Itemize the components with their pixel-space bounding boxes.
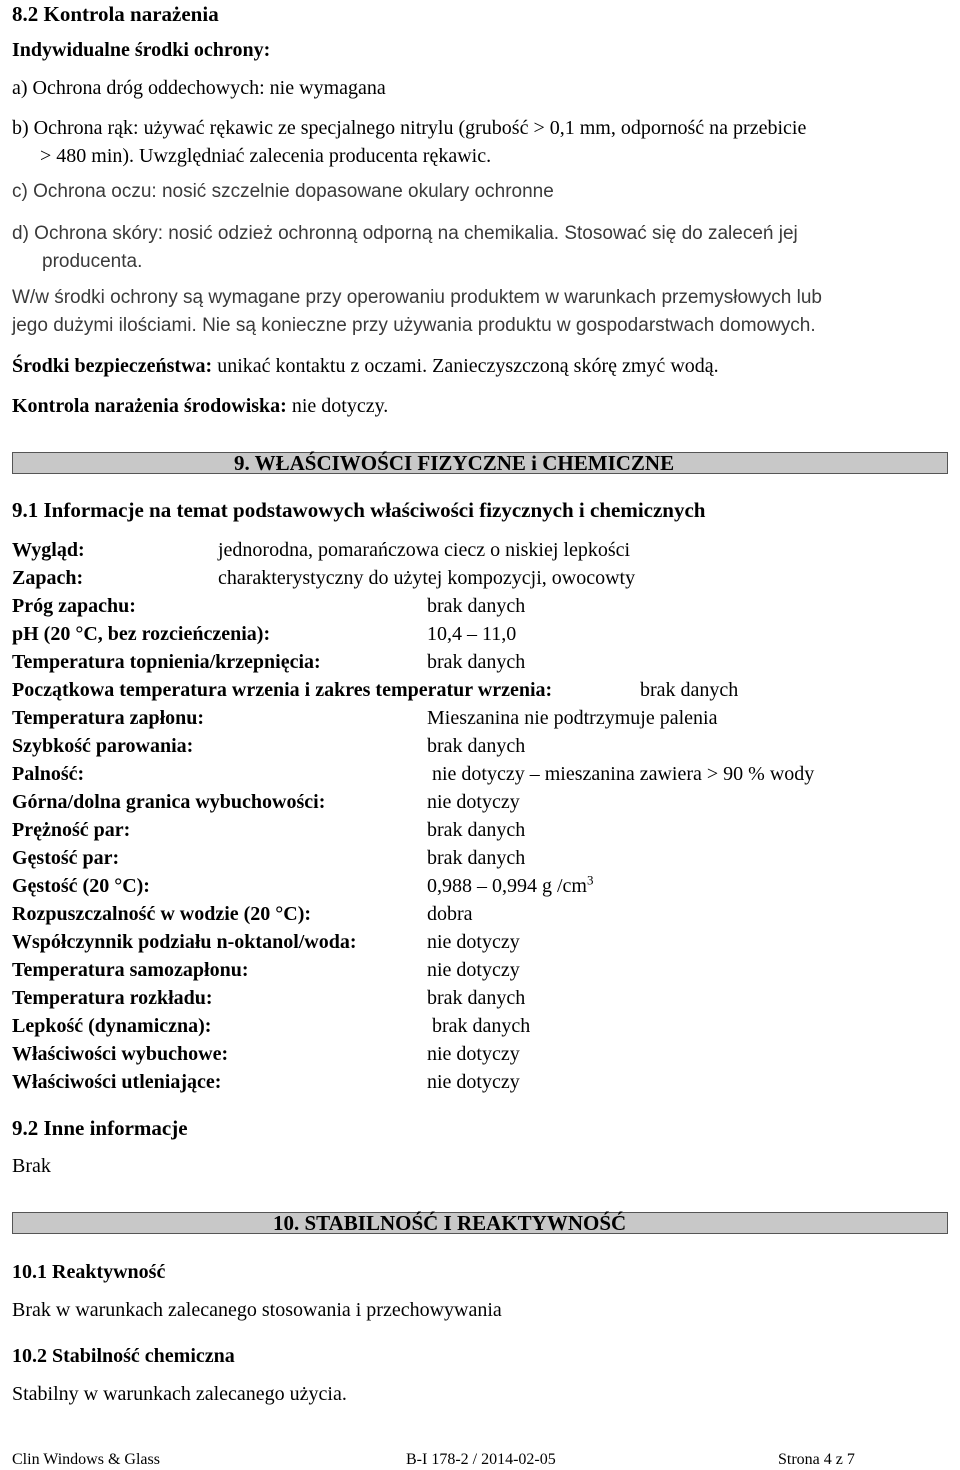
eye-protection: c) Ochrona oczu: nosić szczelnie dopasowane okulary ochronne bbox=[12, 181, 554, 202]
prop-value: nie dotyczy – mieszanina zawiera > 90 % wody bbox=[432, 763, 815, 785]
prop-value: brak danych bbox=[427, 987, 526, 1009]
respiratory-protection: a) Ochrona dróg oddechowych: nie wymagana bbox=[12, 77, 386, 99]
skin-protection-line2: producenta. bbox=[42, 251, 143, 272]
environment-exposure-label: Kontrola narażenia środowiska: bbox=[12, 395, 287, 417]
prop-label: Próg zapachu: bbox=[12, 595, 136, 617]
prop-value: brak danych bbox=[427, 595, 526, 617]
prop-label: Temperatura topnienia/krzepnięcia: bbox=[12, 651, 321, 673]
prop-label: Zapach: bbox=[12, 567, 84, 589]
section-10-1-text: Brak w warunkach zalecanego stosowania i przechowywania bbox=[12, 1299, 502, 1321]
prop-value: jednorodna, pomarańczowa ciecz o niskiej lepkości bbox=[218, 539, 631, 561]
prop-label: Palność: bbox=[12, 763, 85, 785]
ppe-note-line1: W/w środki ochrony są wymagane przy operowaniu produktem w warunkach przemysłowych lub bbox=[12, 287, 822, 308]
environment-exposure-text: nie dotyczy. bbox=[291, 395, 389, 417]
footer-doc-id: B-I 178-2 / 2014-02-05 bbox=[406, 1451, 556, 1468]
prop-value: 10,4 – 11,0 bbox=[427, 623, 517, 645]
safety-measures-label: Środki bezpieczeństwa: bbox=[12, 355, 213, 377]
footer-product: Clin Windows & Glass bbox=[12, 1451, 160, 1468]
prop-value: brak danych bbox=[427, 735, 526, 757]
footer-page-number: Strona 4 z 7 bbox=[778, 1451, 855, 1468]
prop-value: nie dotyczy bbox=[427, 791, 520, 813]
prop-label: Właściwości wybuchowe: bbox=[12, 1043, 229, 1065]
section-10-2-heading: 10.2 Stabilność chemiczna bbox=[12, 1345, 235, 1367]
prop-label: Temperatura rozkładu: bbox=[12, 987, 213, 1009]
section-9-2-text: Brak bbox=[12, 1155, 51, 1177]
prop-value: brak danych bbox=[427, 847, 526, 869]
skin-protection-line1: d) Ochrona skóry: nosić odzież ochronną odporną na chemikalia. Stosować się do zaleceń jej bbox=[12, 223, 798, 244]
ppe-label: Indywidualne środki ochrony: bbox=[12, 39, 271, 61]
density-unit-exponent: 3 bbox=[587, 872, 594, 888]
section-9-2-heading: 9.2 Inne informacje bbox=[12, 1116, 188, 1140]
prop-label: Szybkość parowania: bbox=[12, 735, 194, 757]
ppe-note-line2: jego dużymi ilościami. Nie są konieczne przy używania produktu w gospodarstwach domowych. bbox=[12, 315, 816, 336]
prop-label: Lepkość (dynamiczna): bbox=[12, 1015, 212, 1037]
environment-exposure-control bbox=[12, 394, 388, 418]
prop-value: charakterystyczny do użytej kompozycji, owocowty bbox=[218, 567, 636, 589]
prop-value: Mieszanina nie podtrzymuje palenia bbox=[427, 707, 718, 729]
prop-value: nie dotyczy bbox=[427, 931, 520, 953]
prop-value: dobra bbox=[427, 903, 473, 925]
hand-protection-line1: b) Ochrona rąk: używać rękawic ze specjalnego nitrylu (grubość > 0,1 mm, odporność na przebicie bbox=[12, 117, 807, 139]
prop-label: Temperatura zapłonu: bbox=[12, 707, 205, 729]
section-10-1-heading: 10.1 Reaktywność bbox=[12, 1261, 166, 1283]
hand-protection-line2: > 480 min). Uwzględniać zalecenia producenta rękawic. bbox=[40, 145, 492, 167]
section-9-title: 9. WŁAŚCIWOŚCI FIZYCZNE i CHEMICZNE bbox=[234, 451, 675, 475]
prop-value: brak danych bbox=[427, 819, 526, 841]
safety-measures bbox=[12, 354, 719, 378]
prop-value: nie dotyczy bbox=[427, 1071, 520, 1093]
prop-label: Gęstość par: bbox=[12, 847, 120, 869]
prop-value: brak danych bbox=[427, 651, 526, 673]
density-value: 0,988 – 0,994 g /cm bbox=[427, 875, 587, 897]
prop-value: brak danych bbox=[432, 1015, 531, 1037]
prop-value: nie dotyczy bbox=[427, 1043, 520, 1065]
section-9-1-heading: 9.1 Informacje na temat podstawowych właściwości fizycznych i chemicznych bbox=[12, 498, 706, 522]
section-10-title: 10. STABILNOŚĆ I REAKTYWNOŚĆ bbox=[273, 1211, 627, 1235]
prop-label: Współczynnik podziału n-oktanol/woda: bbox=[12, 931, 357, 953]
prop-label: Początkowa temperatura wrzenia i zakres temperatur wrzenia: bbox=[12, 679, 553, 701]
prop-label: Rozpuszczalność w wodzie (20 °C): bbox=[12, 903, 312, 925]
section-8-2-heading: 8.2 Kontrola narażenia bbox=[12, 2, 219, 26]
prop-value: brak danych bbox=[640, 679, 739, 701]
prop-label: Prężność par: bbox=[12, 819, 131, 841]
safety-measures-text: unikać kontaktu z oczami. Zanieczyszczoną skórę zmyć wodą. bbox=[217, 355, 719, 377]
prop-label: Temperatura samozapłonu: bbox=[12, 959, 249, 981]
prop-label: Wygląd: bbox=[12, 539, 85, 561]
prop-label: Górna/dolna granica wybuchowości: bbox=[12, 791, 326, 813]
prop-label: pH (20 °C, bez rozcieńczenia): bbox=[12, 623, 271, 645]
prop-value: nie dotyczy bbox=[427, 959, 520, 981]
prop-value bbox=[427, 874, 594, 898]
prop-label: Właściwości utleniające: bbox=[12, 1071, 222, 1093]
section-10-2-text: Stabilny w warunkach zalecanego użycia. bbox=[12, 1383, 347, 1405]
prop-label: Gęstość (20 °C): bbox=[12, 875, 150, 897]
